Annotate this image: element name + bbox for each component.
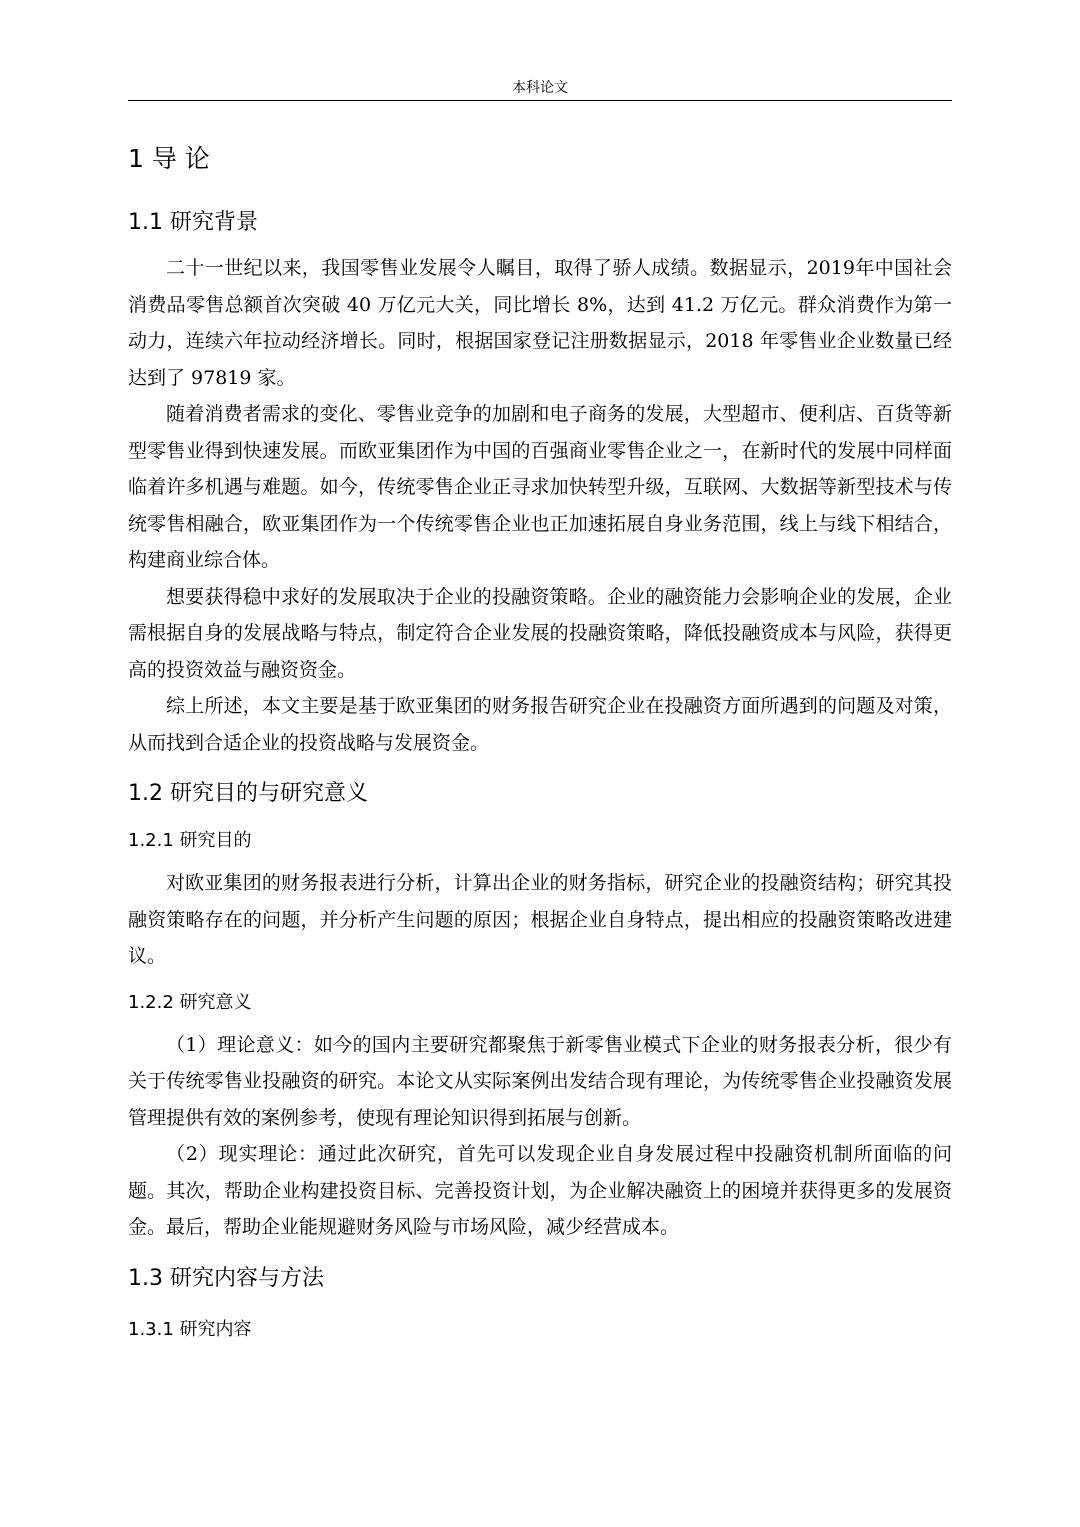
- paragraph: （2）现实理论：通过此次研究，首先可以发现企业自身发展过程中投融资机制所面临的问题。其次，帮助企业构建投资目标、完善投资计划，为企业解决融资上的困境并获得更多的发展资金。最后，帮助企业能规避财务风险与市场风险，减少经营成本。: [128, 1143, 952, 1238]
- spacer: [128, 975, 952, 989]
- section-title-1-3: 1.3 研究内容与方法: [128, 1265, 324, 1291]
- section-title-1-1: 1.1 研究背景: [128, 210, 258, 235]
- running-header: 本科论文: [512, 80, 568, 96]
- spacer: [128, 1306, 952, 1316]
- paragraph: （1）理论意义：如今的国内主要研究都聚焦于新零售业模式下企业的财务报表分析，很少有关于传统零售业投融资的研究。本论文从实际案例出发结合现有理论，为传统零售企业投融资发展管理提供有效的案例参考，使现有理论知识得到拓展与创新。: [128, 1033, 952, 1129]
- paragraph: 对欧亚集团的财务报表进行分析，计算出企业的财务指标，研究企业的投融资结构；研究其投融资策略存在的问题，并分析产生问题的原因；根据企业自身特点，提出相应的投融资策略改进建议。: [128, 872, 952, 967]
- paragraph: 想要获得稳中求好的发展取决于企业的投融资策略。企业的融资能力会影响企业的发展，企业需根据自身的发展战略与特点，制定符合企业发展的投融资策略，降低投融资成本与风险，获得更高的投资效益与融资资金。: [128, 585, 952, 681]
- subsection-title-1-2-2: 1.2.2 研究意义: [128, 991, 252, 1013]
- chapter-title: 1 导 论: [128, 144, 210, 173]
- subsection-title-1-2-1: 1.2.1 研究目的: [128, 830, 252, 851]
- page-content: [128, 136, 952, 1354]
- section-title-1-2: 1.2 研究目的与研究意义: [128, 781, 368, 806]
- header-rule: [128, 100, 952, 101]
- subsection-title-1-3-1: 1.3.1 研究内容: [128, 1318, 252, 1340]
- paragraph: 二十一世纪以来，我国零售业发展令人瞩目，取得了骄人成绩。数据显示，2019年中国社会消费品零售总额首次突破 40 万亿元大关，同比增长 8%，达到 41.2 万亿元。群众消费作为第一动力，连续六年拉动经济增长。同时，根据国家登记注册数据显示，2018 年零售业企业数量已经达到了 97819 家。: [128, 257, 952, 389]
- paragraph: 综上所述，本文主要是基于欧亚集团的财务报告研究企业在投融资方面所遇到的问题及对策，从而找到合适企业的投资战略与发展资金。: [128, 695, 952, 754]
- paragraph: 随着消费者需求的变化、零售业竞争的加剧和电子商务的发展，大型超市、便利店、百货等新型零售业得到快速发展。而欧亚集团作为中国的百强商业零售企业之一，在新时代的发展中同样面临着许多机遇与难题。如今，传统零售企业正寻求加快转型升级，互联网、大数据等新型技术与传统零售相融合，欧亚集团作为一个传统零售企业也正加速拓展自身业务范围，线上与线下相结合，构建商业综合体。: [128, 403, 952, 571]
- spacer: [128, 761, 952, 777]
- spacer: [128, 1246, 952, 1262]
